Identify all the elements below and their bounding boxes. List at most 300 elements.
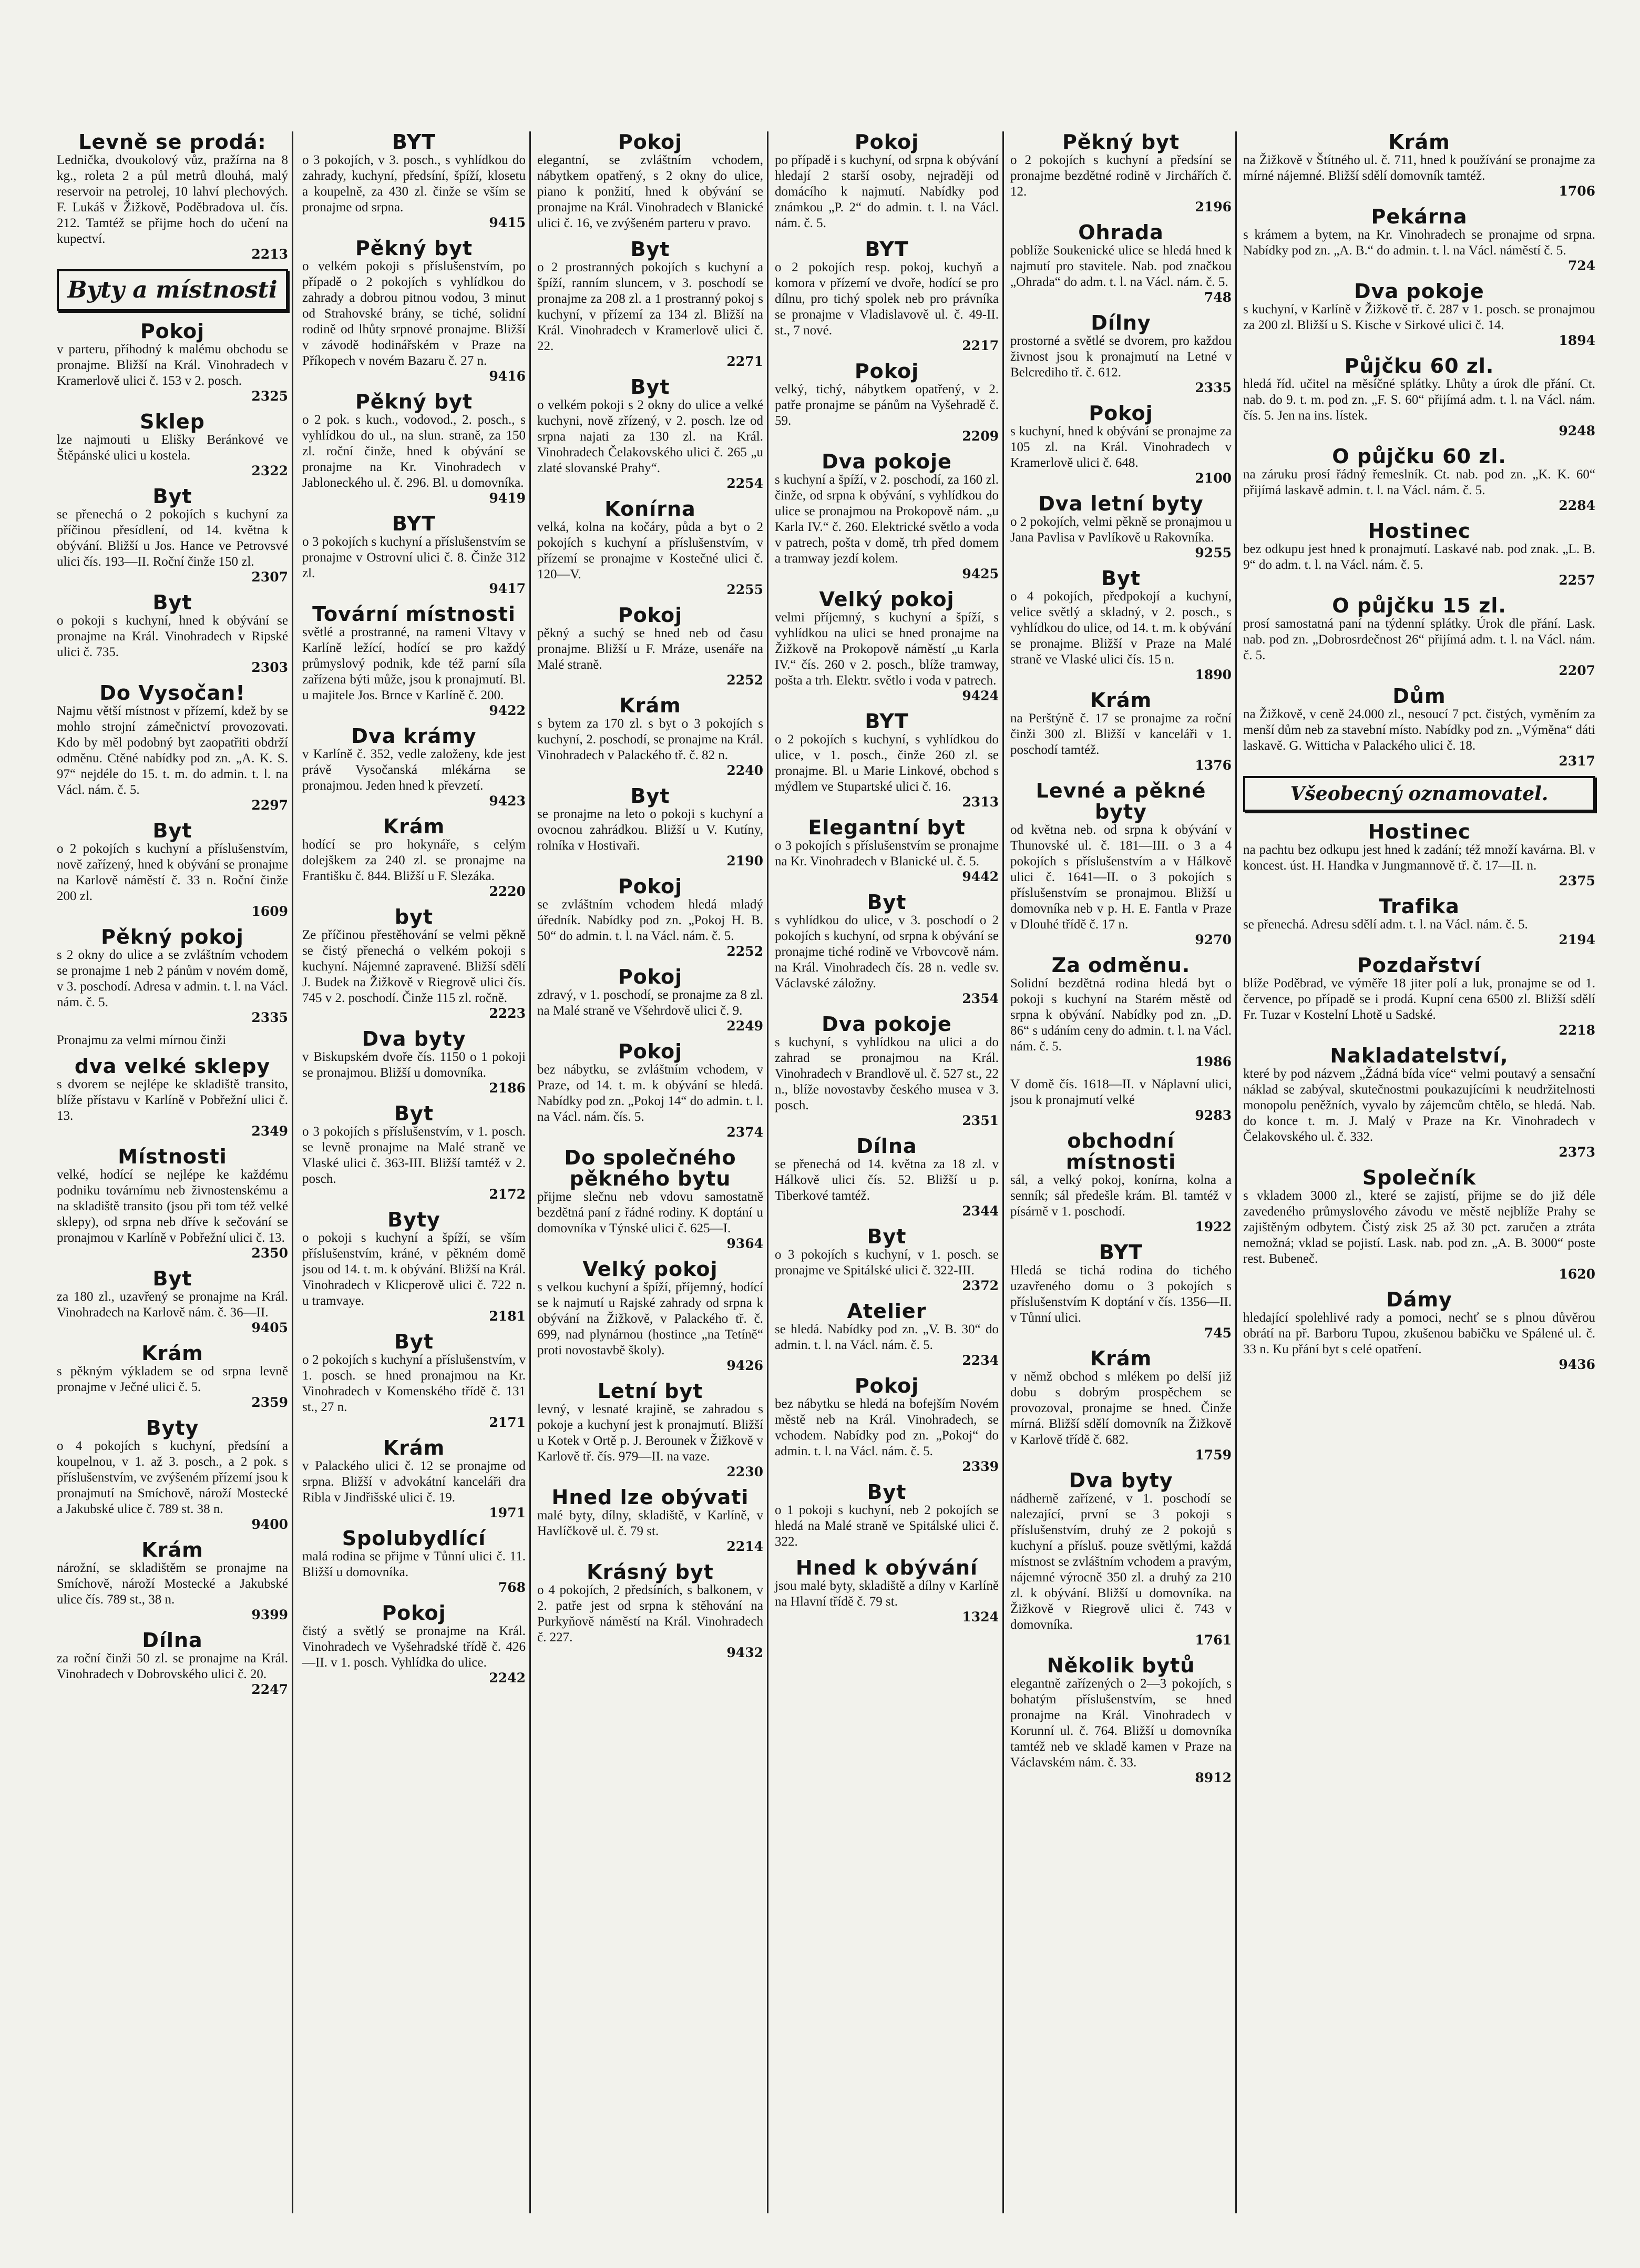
ad-heading: Pekárna: [1371, 205, 1468, 228]
ad-code: 2213: [251, 247, 288, 262]
ad-heading: Tovární místnosti: [312, 602, 516, 626]
classified-ad: [775, 1136, 999, 1219]
classified-ad: [1010, 1077, 1232, 1123]
classified-ad: [302, 1103, 526, 1202]
classified-ad: [57, 592, 288, 675]
ad-code: 2240: [726, 763, 763, 778]
ad-heading: obchodní místnosti: [1065, 1129, 1176, 1173]
ad-code: 9442: [962, 869, 999, 884]
ad-heading: Dílna: [142, 1629, 203, 1652]
classified-ad: [57, 1033, 288, 1048]
classified-ad: [57, 411, 288, 478]
ad-text: velký, tichý, nábytkem opatřený, v 2. patře pronajme se pánům na Vyšehradě č. 59.: [775, 382, 999, 428]
classified-ad: [775, 1014, 999, 1128]
ad-text: s bytem za 170 zl. s byt o 3 pokojích s kuchyní, 2. poschodí, se pronajme na Král. Vinohradech v Palackého tř. č. 82 n.: [537, 717, 763, 762]
ad-code: 2230: [726, 1464, 763, 1479]
ad-heading: Konírna: [604, 497, 696, 520]
ad-heading: Levné a pěkné byty: [1036, 779, 1206, 823]
classified-ad: [1010, 568, 1232, 682]
ad-code: 1324: [962, 1609, 999, 1625]
ad-text: o pokoji s kuchyní a špíží, se vším příslušenstvím, kráné, v pěkném domě jsou od 14. t. m. k obývání. Bližší na Král. Vinohradech v Klicperově ulici č. 722 n. u tramvaye.: [302, 1231, 526, 1308]
ad-code: 2373: [1559, 1145, 1595, 1160]
ad-heading: Spolubydlící: [342, 1527, 486, 1550]
ad-code: 2335: [251, 1010, 288, 1025]
ad-heading: BYT: [392, 512, 436, 535]
ad-code: 9416: [489, 369, 526, 384]
ad-text: elegantně zařízených o 2—3 pokojích, s bohatým příslušenstvím, se hned pronajme na Král. Vinohradech v Korunní ul. č. 764. Bližší u domovníka tamtéž neb ve skladě kamen v Praze na Václavském nám. č. 33.: [1010, 1677, 1232, 1770]
ad-text: s vkladem 3000 zl., které se zajistí, přijme se do již déle zavedeného průmyslového závodu ve městě nejblíže Prahy se zajištěným odbytem. Čistý zisk 25 až 30 pct. zaručen a ztráta nemožná; vklad se pojistí. Lask. nab. pod zn. „A. B. 3000“ poste rest. Bubeneč.: [1243, 1189, 1595, 1266]
classified-ad: [1010, 780, 1232, 947]
classified-ad: [1010, 493, 1232, 560]
ad-heading: Hned lze obývati: [551, 1486, 749, 1509]
ad-code: 2375: [1559, 873, 1595, 888]
ad-code: 2350: [251, 1245, 288, 1261]
ad-text: malé byty, dílny, skladiště, v Karlíně, v Havlíčkově ul. č. 79 st.: [537, 1508, 763, 1538]
ad-code: 2374: [726, 1125, 763, 1140]
ad-text: prosí samostatná paní na týdenní splátky. Úrok dle přání. Lask. nab. pod zn. „Dobrosrdečnost 26“ přijímá adm. t. l. na Václ. nám. č. 5.: [1243, 617, 1595, 662]
classified-ad: [775, 711, 999, 810]
ad-code: 2257: [1559, 573, 1595, 588]
ad-text: o 2 pokojích s kuchyní a předsíní se pronajme bezdětné rodině v Jirchářích č. 12.: [1010, 153, 1232, 199]
classified-ad: [302, 1209, 526, 1324]
ad-code: 2234: [962, 1353, 999, 1368]
ad-heading: Byt: [630, 375, 670, 399]
ad-text: poblíže Soukenické ulice se hledá hned k najmutí pro stavitele. Nab. pod značkou „Ohrada“ do adm. t. l. na Václ. nám. č. 5.: [1010, 243, 1232, 289]
ad-text: o 4 pokojích, předpokojí a kuchyní, velice světlý a skladný, v 2. posch., s vyhlídkou do ulice, od 14. t. m. k obývání se pronajme. Bližší v Praze na Malé straně ve Vlaské ulici čís. 15 n.: [1010, 589, 1232, 667]
ad-text: o 3 pokojích, v 3. posch., s vyhlídkou do zahrady, kuchyní, předsíní, špíží, klosetu a koupelně, za 430 zl. činže se vším se pronajme od srpna.: [302, 153, 526, 214]
ad-text: o 3 pokojích s příslušenstvím, v 1. posch. se levně pronajme na Malé straně ve Vlaské ulici č. 363-III. Bližší tamtéž v 2. posch.: [302, 1125, 526, 1186]
classified-ad: [1243, 281, 1595, 348]
classified-ad: [775, 589, 999, 703]
classified-ad: [775, 1375, 999, 1474]
ad-heading: Dva pokoje: [1354, 280, 1484, 303]
ad-code: 9283: [1195, 1108, 1232, 1123]
ad-heading: Dva byty: [1069, 1469, 1173, 1492]
ad-text: za 180 zl., uzavřený se pronajme na Král. Vinohradech na Karlově nám. č. 36—II.: [57, 1290, 288, 1320]
ad-text: v Biskupském dvoře čís. 1150 o 1 pokoji se pronajmou. Bližší u domovníka.: [302, 1050, 526, 1080]
ad-text: v němž obchod s mlékem po delší již dobu s dobrým prospěchem se provozoval, pronajme se hned. Činže mírná. Bližší sdělí domovník na Žižkově v Karlově třídě č. 682.: [1010, 1370, 1232, 1447]
classified-ad: [1243, 686, 1595, 769]
ad-code: 9270: [1195, 932, 1232, 947]
ad-code: 9248: [1559, 423, 1595, 438]
ad-code: 1922: [1195, 1219, 1232, 1234]
ad-text: bez nábytku se hledá na bofejším Novém městě neb na Král. Vinohradech, se vchodem. Nabídky pod zn. „Pokoj“ do admin. t. l. na Václ. nám. č. 5.: [775, 1397, 999, 1458]
classified-ad: [1243, 1045, 1595, 1160]
ad-heading: Hostinec: [1368, 820, 1471, 843]
ad-heading: Krám: [383, 815, 445, 838]
classified-ad: [302, 1331, 526, 1430]
ad-heading: Byt: [394, 1330, 434, 1353]
ad-heading: Velký pokoj: [582, 1258, 718, 1281]
ad-code: 2339: [962, 1459, 999, 1474]
ad-heading: Krásný byt: [587, 1560, 714, 1583]
ad-code: 9426: [726, 1358, 763, 1373]
ad-code: 2325: [251, 389, 288, 404]
ad-code: 9422: [489, 703, 526, 718]
ad-heading: Pokoj: [140, 320, 205, 343]
ad-code: 724: [1567, 258, 1595, 273]
ad-text: V domě čís. 1618—II. v Náplavní ulici, jsou k pronajmutí velké: [1010, 1077, 1232, 1107]
ad-code: 2252: [726, 944, 763, 959]
ad-code: 2196: [1195, 199, 1232, 214]
classified-ad: [537, 1487, 763, 1554]
classified-ad: [537, 966, 763, 1034]
ad-heading: Pokoj: [618, 1040, 683, 1063]
classified-ad: [537, 1381, 763, 1479]
ad-heading: Byt: [152, 1267, 192, 1290]
ad-heading: Dámy: [1386, 1288, 1452, 1311]
classified-ad: [302, 513, 526, 596]
ad-code: 2247: [251, 1682, 288, 1697]
ad-heading: Byty: [146, 1416, 199, 1439]
ad-text: čistý a světlý se pronajme na Král. Vinohradech ve Vyšehradské třídě č. 426—II. v 1. posch. Vyhlídka do ulice.: [302, 1624, 526, 1670]
classified-ad: [302, 604, 526, 718]
ad-text: s pěkným výkladem se od srpna levně pronajme v Ječné ulici č. 5.: [57, 1364, 288, 1394]
ad-heading: Byty: [387, 1208, 440, 1231]
ad-code: 9436: [1559, 1357, 1595, 1372]
ad-heading: Pokoj: [854, 360, 919, 383]
ad-heading: Pokoj: [618, 965, 683, 988]
ad-heading: Sklep: [140, 410, 205, 433]
ad-code: 2186: [489, 1080, 526, 1096]
ad-code: 1609: [251, 904, 288, 919]
classified-ad: [302, 816, 526, 899]
ad-code: 9405: [251, 1320, 288, 1335]
ad-code: 2303: [251, 660, 288, 675]
classified-ad: [302, 1028, 526, 1096]
classified-ad: [537, 376, 763, 491]
ad-heading: Atelier: [847, 1300, 927, 1323]
classified-ad: [302, 391, 526, 506]
classified-ad: [775, 451, 999, 581]
ad-heading: Ohrada: [1078, 221, 1164, 244]
classified-ad: [302, 1437, 526, 1520]
ad-heading: Byt: [1101, 567, 1141, 590]
classified-ad: [775, 361, 999, 444]
classified-ad: [1010, 1348, 1232, 1463]
classified-ad: [57, 486, 288, 585]
ad-code: 2349: [251, 1123, 288, 1139]
ad-heading: Pěkný byt: [355, 237, 473, 260]
ad-heading: Pěkný byt: [1062, 131, 1180, 154]
ad-code: 2207: [1559, 663, 1595, 678]
ad-text: o 2 pokojích s kuchyní a příslušenstvím, v 1. posch. se hned pronajmou na Kr. Vinohradech v Komenského třídě č. 131 st., 27 n.: [302, 1353, 526, 1414]
ad-text: prostorné a světlé se dvorem, pro každou živnost jsou k pronajmutí na Letné v Belcrediho tř. č. 612.: [1010, 334, 1232, 380]
ad-code: 9255: [1195, 545, 1232, 560]
ad-text: sál, a velký pokoj, konírna, kolna a senník; sál předešle krám. Bl. tamtéž v písárně v 1. poschodí.: [1010, 1173, 1232, 1219]
classified-ad: [775, 1301, 999, 1368]
classified-ad: [537, 1259, 763, 1373]
ad-heading: Byt: [152, 819, 192, 842]
ad-heading: Do společného pěkného bytu: [564, 1146, 736, 1190]
classified-ad: [57, 1539, 288, 1622]
ad-heading: Dva letní byty: [1038, 492, 1204, 515]
ad-text: přijme slečnu neb vdovu samostatně bezdětná paní z řádné rodiny. K doptání u domovníka v Týnské ulici č. 625—I.: [537, 1190, 763, 1235]
ad-text: v Karlíně č. 352, vedle založeny, kde jest právě Vysočanská mlékárna se pronajmou. Jeden hned k převzetí.: [302, 747, 526, 793]
ad-heading: Elegantní byt: [808, 816, 966, 839]
classified-ad: [537, 1561, 763, 1660]
ad-code: 9364: [726, 1236, 763, 1251]
classified-ad: [1010, 131, 1232, 214]
classified-ad: [302, 726, 526, 809]
ad-text: se zvláštním vchodem hledá mladý úředník. Nabídky pod zn. „Pokoj H. B. 50“ do admin. t. l. na Václ. nám. č. 5.: [537, 897, 763, 943]
ad-code: 1376: [1195, 758, 1232, 773]
ad-code: 2372: [962, 1278, 999, 1293]
ad-code: 9417: [489, 581, 526, 596]
classified-ad: [1243, 131, 1595, 199]
ad-text: od května neb. od srpna k obývání v Thunovské ul. č. 181—III. o 3 a 4 pokojích s příslušenstvím a v Hálkově ulici č. 1641—II. o 3 pokojích s příslušenstvím se pronajmou. Bližší u domovníka neb v p. H. E. Fantla v Praze v Dlouhé třídě č. 17 n.: [1010, 823, 1232, 932]
classified-ad: [537, 605, 763, 688]
ad-heading: Dílny: [1091, 311, 1151, 334]
ad-code: 2220: [489, 884, 526, 899]
ad-text: o 4 pokojích s kuchyní, předsíní a koupelnou, v 1. až 3. posch., a 2 pok. s příslušenstvím, ve zvýšeném přízemí jsou k pronajmutí na Smíchově, nároží Mostecké a Jakubské ulice č. 789 st. 38 n.: [57, 1439, 288, 1516]
ad-text: na Žižkově, v ceně 24.000 zl., nesoucí 7 pct. čistých, vyměním za menší dům neb za stavební místo. Nabídky pod zn. „Výměna“ dáti laskavě. G. Witticha v Palackého ulici č. 18.: [1243, 707, 1595, 753]
ad-text: malá rodina se přijme v Tůnní ulici č. 11. Bližší u domovníka.: [302, 1549, 526, 1579]
classified-ad: [1010, 1655, 1232, 1785]
ad-heading: Pěkný byt: [355, 390, 473, 413]
classified-ad: [302, 238, 526, 384]
ad-text: o 2 pok. s kuch., vodovod., 2. posch., s vyhlídkou do ul., na slun. straně, za 150 zl. roční činže, hned k obývání se pronajme na Kr. Vinohradech v Jabloneckého ul. č. 296. Bl. u domovníka.: [302, 413, 526, 490]
ad-code: 2351: [962, 1113, 999, 1128]
ad-text: se přenechá od 14. května za 18 zl. v Hálkově ulici čís. 52. Bližší u p. Tiberkové tamtéž.: [775, 1157, 999, 1203]
ad-heading: Byt: [152, 591, 192, 614]
column-5: [1005, 131, 1237, 2213]
classified-ad: [1010, 1130, 1232, 1234]
classified-ad: [775, 1482, 999, 1550]
ad-text: světlé a prostranné, na rameni Vltavy v Karlíně ležící, hodící se pro každý průmyslový podnik, kde též parní síla zařízena býti může, jsou k pronajmutí. Bl. u majitele Jos. Brnce v Karlíně č. 200.: [302, 625, 526, 702]
classified-ad: [57, 131, 288, 262]
ad-text: o velkém pokoji s 2 okny do ulice a velké kuchyni, nově zřízený, v 2. posch. lze od srpna najati za 130 zl. na Král. Vinohradech Čelakovského ulici č. 265 „u zlaté slovanské Prahy“.: [537, 398, 763, 475]
ad-code: 9423: [489, 793, 526, 809]
ad-code: 2317: [1559, 753, 1595, 769]
ad-heading: BYT: [865, 238, 909, 261]
ad-text: o 2 pokojích s kuchyní, s vyhlídkou do ulice, v 1. posch., činže 260 zl. se pronajme. Bl. u Marie Linkové, obchod s mýdlem ve Stupartské ulici č. 16.: [775, 732, 999, 794]
ad-code: 1620: [1559, 1266, 1595, 1282]
ad-heading: Dílna: [856, 1135, 917, 1158]
classified-ad: [57, 1417, 288, 1532]
ad-text: blíže Poděbrad, ve výměře 18 jiter polí a luk, pronajme se od 1. července, po případě se i prodá. Kupní cena 6500 zl. Bližší sdělí Fr. Tuzar v Kostelní Lhotě u Sadské.: [1243, 976, 1595, 1022]
classified-ad: [57, 1146, 288, 1261]
ad-code: 9400: [251, 1517, 288, 1532]
ad-text: o 4 pokojích, 2 předsíních, s balkonem, v 2. patře jest od srpna k stěhování na Purkyňově náměstí na Král. Vinohradech č. 227.: [537, 1583, 763, 1644]
classified-ad: [537, 498, 763, 597]
classified-ad: [1010, 1470, 1232, 1648]
ad-code: 2181: [489, 1309, 526, 1324]
classified-ad: [537, 239, 763, 369]
ad-code: 1890: [1195, 667, 1232, 682]
ad-code: 768: [498, 1580, 526, 1595]
ad-text: o 3 pokojích s kuchyní a příslušenstvím se pronajme v Ostrovní ulici č. 8. Činže 312 zl.: [302, 535, 526, 580]
ad-heading: byt: [394, 905, 434, 928]
classified-ad: [57, 926, 288, 1025]
ad-heading: Krám: [1090, 1347, 1152, 1370]
ad-code: 2307: [251, 569, 288, 585]
ad-code: 1986: [1195, 1054, 1232, 1069]
ad-code: 2242: [489, 1670, 526, 1685]
ad-heading: Pokoj: [1089, 402, 1153, 425]
ad-text: na Perštýně č. 17 se pronajme za roční činži 300 zl. Bližší v kanceláři v 1. poschodí tamtéž.: [1010, 711, 1232, 757]
ad-heading: Levně se prodá:: [78, 131, 266, 154]
ad-code: 2252: [726, 672, 763, 688]
ad-code: 2209: [962, 428, 999, 444]
ad-heading: Byt: [630, 238, 670, 261]
ad-text: v Palackého ulici č. 12 se pronajme od srpna. Bližší v advokátní kanceláři dra Ribla v Jindřišské ulici č. 19.: [302, 1459, 526, 1505]
column-3: [532, 131, 768, 2213]
classified-ad: [1010, 403, 1232, 486]
ad-text: bez nábytku, se zvláštním vchodem, v Praze, od 14. t. m. k obývání se hledá. Nabídky pod zn. „Pokoj 14“ do admin. t. l. na Václ. nám. čís. 5.: [537, 1063, 763, 1124]
ad-text: zdravý, v 1. poschodí, se pronajme za 8 zl. na Malé straně ve Všehrdově ulici č. 9.: [537, 988, 763, 1018]
classified-ad: [1243, 595, 1595, 678]
ad-heading: Pokoj: [618, 604, 683, 627]
ad-heading: BYT: [1099, 1241, 1143, 1264]
ad-text: o 2 pokojích s kuchyní a příslušenstvím, nově zařízený, hned k obývání se pronajme na Karlově náměstí č. 33 n. Roční činže 200 zl.: [57, 842, 288, 903]
ad-text: o 2 prostranných pokojích s kuchyní a špíží, ranním sluncem, v 3. poschodí se pronajme za 208 zl. a 1 prostranný pokoj s kuchyní, v přízemí za 134 zl. Bližší na Král. Vinohradech v Kramerlově ulici č. 22.: [537, 260, 763, 353]
ad-text: velké, hodící se nejlépe ke každému podniku továrnímu neb živnostenskému a na skladiště transito (jsou při tom též velké sklepy), od srpna neb dříve k sečování se pronajmou v Karlíně v Pobřežní ulici č. 13.: [57, 1168, 288, 1245]
ad-code: 2284: [1559, 498, 1595, 513]
ad-text: bez odkupu jest hned k pronajmutí. Laskavé nab. pod znak. „L. B. 9“ do adm. t. l. na Václ. nám. č. 5.: [1243, 542, 1595, 572]
classified-ad: [537, 131, 763, 231]
ad-text: o velkém pokoji s příslušenstvím, po případě o 2 pokojích s vyhlídkou do zahrady a dobrou pitnou vodou, 3 minut od Strahovské brány, se tiché, solidní rodině od lhůty srpnové pronajme. Bližší v závodě hodinářském v Praze na Příkopech v novém Bazaru č. 27 n.: [302, 259, 526, 368]
classified-ad: [775, 1557, 999, 1625]
ad-text: na pachtu bez odkupu jest hned k zadání; též množí kavárna. Bl. v koncest. úst. H. Handka v Jungmannově tř. č. 17—II. n.: [1243, 843, 1595, 873]
ad-code: 2172: [489, 1187, 526, 1202]
ad-code: 2354: [962, 991, 999, 1006]
classified-ad: [302, 1602, 526, 1685]
ad-code: 2194: [1559, 932, 1595, 947]
ad-text: se přenechá. Adresu sdělí adm. t. l. na Václ. nám. č. 5.: [1243, 917, 1528, 932]
ad-code: 2359: [251, 1395, 288, 1410]
ad-code: 9399: [251, 1607, 288, 1622]
ad-heading: Nakladatelství,: [1330, 1044, 1509, 1067]
ad-text: hledá říd. učitel na měsíčné splátky. Lhůty a úrok dle přání. Ct. nab. do 9. t. m. pod zn. „F. S. 60“ přijímá adm. t. l. na Václ. nám. čís. 5. Jen na ins. lístek.: [1243, 377, 1595, 423]
ad-heading: Krám: [1388, 131, 1450, 154]
ad-text: velká, kolna na kočáry, půda a byt o 2 pokojích s kuchyní a příslušenstvím, v přízemí se pronajme v Kostečné ulici č. 120—V.: [537, 520, 763, 581]
classified-ad: [1243, 821, 1595, 888]
ad-code: 2344: [962, 1203, 999, 1219]
column-6: [1238, 131, 1601, 2213]
ad-text: s krámem a bytem, na Kr. Vinohradech se pronajme od srpna. Nabídky pod zn. „A. B.“ do admin. t. l. na Václ. náměstí č. 5.: [1243, 228, 1595, 258]
ad-heading: Místnosti: [118, 1145, 227, 1168]
ad-text: s 2 okny do ulice a se zvláštním vchodem se pronajme 1 neb 2 pánům v novém domě, v 3. poschodí. Adresa v admin. t. l. na Václ. nám. č. 5.: [57, 948, 288, 1009]
ad-text: nárožní, se skladištěm se pronajme na Smíchově, nároží Mostecké a Jakubské ulice čís. 789 st., 38 n.: [57, 1561, 288, 1607]
classified-ad: [537, 1147, 763, 1251]
ad-text: velmi příjemný, s kuchyní a špíží, s vyhlídkou na ulici se hned pronajme na Žižkově na Prokopově náměstí „u Karla IV.“ čís. 260 v 2. posch., blíže tramway, pošta a trh. Elektr. světlo i voda v patrech.: [775, 610, 999, 688]
ad-code: 9419: [489, 491, 526, 506]
ad-text: se hledá. Nabídky pod zn. „V. B. 30“ do admin. t. l. na Václ. nám. č. 5.: [775, 1322, 999, 1352]
ad-text: které by pod názvem „Žádná bída více“ velmi poutavý a sensační náklad se zabýval, skutečnostmi poukazujícími k neudržitelnosti monopolu peněžních, vyvalo by zájemcům chtělo, se hledá. Nab. do konce t. m. J. Malý v Praze na Kr. Vinohradech v Čelakovského ul. č. 332.: [1243, 1067, 1595, 1144]
ad-text: Solidní bezdětná rodina hledá byt o pokoji s kuchyní na Starém městě od srpna k obývání. Nabídky pod zn. „D. 86“ s udáním ceny do admin. t. l. na Václ. nám. č. 5.: [1010, 976, 1232, 1054]
ad-code: 1759: [1195, 1447, 1232, 1463]
ad-heading: Hostinec: [1368, 519, 1471, 543]
ad-code: 2190: [726, 853, 763, 869]
ad-text: s kuchyní, hned k obývání se pronajme za 105 zl. na Král. Vinohradech v Kramerlově ulici č. 648.: [1010, 424, 1232, 470]
classified-ad: [57, 1056, 288, 1139]
ad-heading: Několik bytů: [1047, 1654, 1195, 1677]
classified-ad: [1010, 312, 1232, 395]
classified-ad: [1010, 222, 1232, 305]
classified-ad: [775, 239, 999, 353]
classified-ad: [57, 1343, 288, 1410]
ad-heading: Byt: [630, 784, 670, 808]
ad-heading: Dům: [1392, 685, 1446, 708]
ad-code: 2297: [251, 798, 288, 813]
ad-code: 2254: [726, 476, 763, 491]
classified-ad: [57, 321, 288, 404]
ad-heading: Pokoj: [618, 875, 683, 898]
classified-ad: [1010, 690, 1232, 773]
ad-code: 9432: [726, 1645, 763, 1660]
column-1: [52, 131, 293, 2213]
ad-text: Najmu větší místnost v přízemí, kdež by se mohlo strojní zámečnictví provozovati. Kdo by měl podobný byt zaopatřiti obdrží odměnu. Ctěné nabídky pod zn. „A. K. S. 97“ nejdéle do 15. t. m. do admin. t. l. na Václ. nám. č. 5.: [57, 704, 288, 797]
ad-heading: Byt: [394, 1102, 434, 1125]
ad-text: s vyhlídkou do ulice, v 3. poschodí o 2 pokojích s kuchyní, od srpna k obývání se pronajme tiché rodině ve Vrbovcově nám. na Král. Vinohradech čís. 28 n. vedle sv. Václavské záložny.: [775, 913, 999, 990]
ad-code: 2217: [962, 338, 999, 353]
ad-heading: Byt: [152, 485, 192, 508]
ad-text: se pronajme na leto o pokoji s kuchyní a ovocnou zahrádkou. Bližší u V. Kutíny, rolníka v Hostivaři.: [537, 807, 763, 853]
ad-heading: Byt: [867, 1480, 907, 1504]
classified-ad: [775, 131, 999, 231]
ad-text: Ze příčinou přestěhování se velmi pěkně se čistý přenechá o velkém pokoji s kuchyní. Nájemné zapravené. Bližší sdělí J. Budek na Žižkově v Riegrově ulici čís. 745 v 2. poschodí. Činže 115 zl. ročně.: [302, 928, 526, 1005]
ad-text: lze najmouti u Elišky Beránkové ve Štěpánské ulici u kostela.: [57, 433, 288, 463]
ad-code: 2322: [251, 463, 288, 478]
classified-ad: [1243, 896, 1595, 947]
ad-code: 2214: [726, 1539, 763, 1554]
classified-ad: [1243, 1167, 1595, 1282]
ad-text: Lednička, dvoukolový vůz, pražírna na 8 kg., roleta 2 a půl metrů dlouhá, malý reservoir na petrolej, 10 lahví plechových. F. Lukáš v Žižkově, Poděbradova ul. čís. 212. Tamtéž se přijme hoch do učení na kupectví.: [57, 153, 288, 246]
classified-ad: [302, 906, 526, 1021]
ad-code: 748: [1204, 290, 1232, 305]
classified-ad: [57, 682, 288, 813]
ad-code: 1761: [1195, 1632, 1232, 1648]
ad-text: s kuchyní a špíží, v 2. poschodí, za 160 zl. činže, od srpna k obývání, s vyhlídkou do ulice se pronajmou na Prokopově nám. „u Karla IV.“ č. 260. Elektrické světlo a voda v patrech, pošta v domě, trh před domem a tramway jezdí kolem.: [775, 473, 999, 566]
ad-code: 2313: [962, 794, 999, 810]
ad-heading: Pokoj: [618, 131, 683, 154]
ad-text: hledající spolehlivé rady a pomoci, nechť se s plnou důvěrou obrátí na př. Barboru Tupou, zkušenou babičku ve Spálené ul. č. 33 n. Ku přání byt s celé opatření.: [1243, 1311, 1595, 1356]
ad-heading: Krám: [141, 1538, 203, 1561]
classified-ad: [537, 1041, 763, 1140]
ad-heading: Dva byty: [362, 1027, 466, 1050]
ad-heading: BYT: [392, 131, 436, 154]
ad-text: o 3 pokojích s příslušenstvím se pronajme na Kr. Vinohradech v Blanické ul. č. 5.: [775, 839, 999, 869]
ad-heading: Krám: [1090, 689, 1152, 712]
column-2: [297, 131, 531, 2213]
ad-code: 8912: [1195, 1770, 1232, 1785]
ad-heading: BYT: [865, 710, 909, 733]
classified-ad: [1243, 955, 1595, 1038]
classified-ad: [775, 1226, 999, 1293]
ad-text: se přenechá o 2 pokojích s kuchyní za příčinou přesídlení, od 14. května k obývání. Bližší u Jos. Hance ve Petrovsvé ulici čís. 193—II. Roční činže 150 zl.: [57, 507, 288, 569]
ad-text: o 1 pokoji s kuchyní, neb 2 pokojích se hledá na Malé straně ve Spitálské ulici č. 322.: [775, 1503, 999, 1549]
ad-heading: Společník: [1362, 1166, 1477, 1189]
ad-text: s kuchyní, v Karlíně v Žižkově tř. č. 287 v 1. posch. se pronajmou za 200 zl. Bližší u S. Kische v Sirkové ulici č. 14.: [1243, 302, 1595, 332]
ad-code: 1706: [1559, 183, 1595, 199]
ad-code: 2249: [726, 1018, 763, 1034]
ad-code: 2335: [1195, 380, 1232, 395]
classified-ad: [1243, 520, 1595, 588]
ad-text: za roční činži 50 zl. se pronajme na Král. Vinohradech v Dobrovského ulici č. 20.: [57, 1651, 288, 1681]
ad-text: s velkou kuchyní a špíží, příjemný, hodící se k najmutí u Rajské zahrady od srpna k obývání na Žižkově, v Palackého tř. č. 699, nad plynárnou (hostince „na Tetíně“ proti novostavbě školy).: [537, 1280, 763, 1357]
classified-ad: [302, 131, 526, 230]
ad-heading: Byt: [867, 1225, 907, 1248]
ad-code: 745: [1204, 1325, 1232, 1341]
ad-text: o 3 pokojích s kuchyní, v 1. posch. se pronajme ve Spitálské ulici č. 322-III.: [775, 1248, 999, 1278]
ad-code: 2255: [726, 582, 763, 597]
ad-heading: Hned k obývání: [795, 1556, 978, 1579]
classified-ad: [302, 1528, 526, 1595]
ad-text: o pokoji s kuchyní, hned k obývání se pronajme na Král. Vinohradech v Ripské ulici č. 735.: [57, 614, 288, 659]
ad-text: hodící se pro hokynáře, s celým dolejškem za 240 zl. se pronajme na Františku č. 844. Bližší u F. Slezáka.: [302, 837, 526, 883]
ad-heading: Dva pokoje: [822, 1013, 952, 1036]
